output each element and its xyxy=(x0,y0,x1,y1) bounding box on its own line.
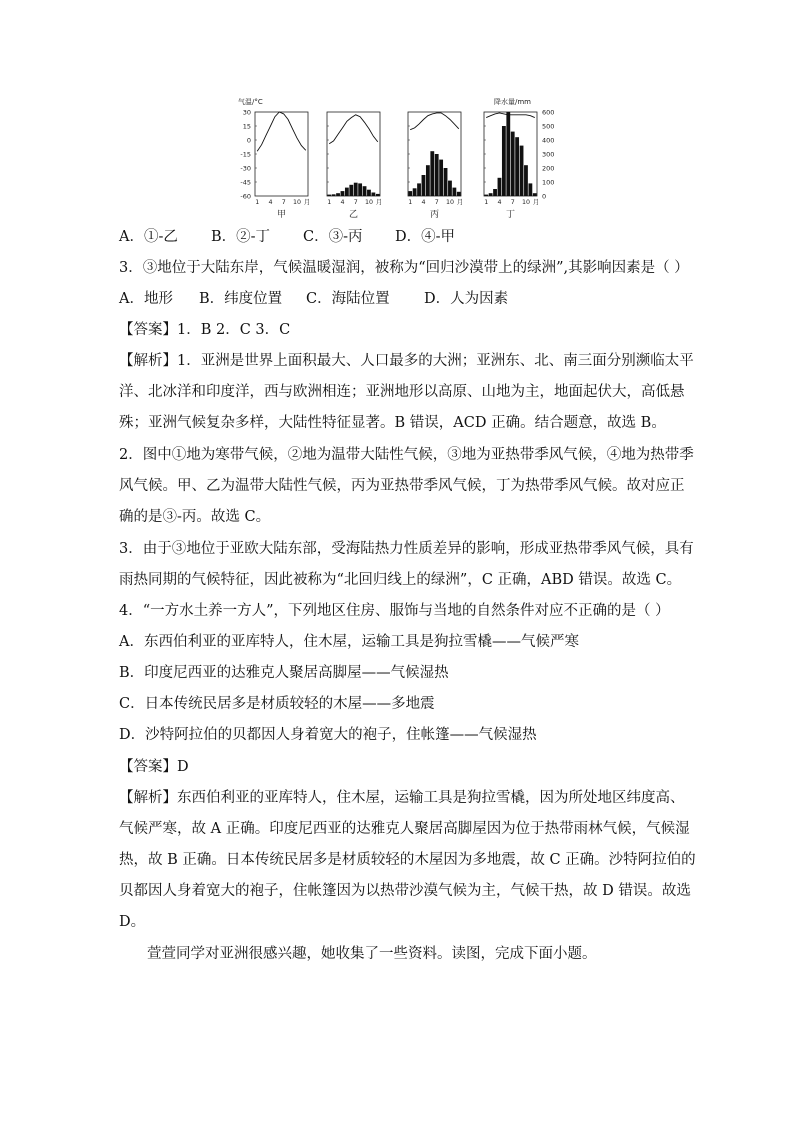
q4-option-c: C．日本传统民居多是材质较轻的木屋——多地震 xyxy=(119,696,435,712)
temp-tick-label: 0 xyxy=(246,136,251,145)
left-axis-label: 气温/°C xyxy=(238,98,263,106)
precip-bar xyxy=(524,165,528,196)
precip-bar xyxy=(417,183,421,196)
precip-bar xyxy=(528,183,532,196)
precip-bar xyxy=(422,175,426,196)
panel-name: 甲 xyxy=(276,210,287,220)
q2-option-a: A．①-乙 xyxy=(119,229,178,245)
panel-frame xyxy=(327,112,380,196)
panel-name: 乙 xyxy=(348,210,359,220)
precip-bar xyxy=(511,132,515,196)
analysis-q4-line4: 贝都因人身着宽大的袍子，住帐篷因为以热带沙漠气候为主，气候干热，故 D 错误。故选 xyxy=(119,883,691,899)
analysis-q3 xyxy=(119,539,694,590)
precip-bar xyxy=(489,193,493,196)
precip-bar xyxy=(430,151,434,196)
analysis-q1-line3: 殊；亚洲气候复杂多样，大陆性特征显著。B 错误，ACD 正确。结合题意，故选 B。 xyxy=(119,415,666,431)
q3-option-d: D．人为因素 xyxy=(424,291,509,307)
climate-charts-svg xyxy=(236,95,555,220)
precip-bar xyxy=(439,160,443,196)
analysis-q4-line3: 热，故 B 正确。日本传统民居多是材质较轻的木屋因为多地震，故 C 正确。沙特阿拉伯的 xyxy=(119,852,696,868)
precip-bar xyxy=(413,188,417,196)
precip-bar xyxy=(349,185,353,196)
answer-q4-text: 【答案】D xyxy=(119,759,189,775)
q2-option-b: B．②-丁 xyxy=(211,229,271,245)
precip-bar xyxy=(533,193,537,196)
analysis-q1-line1: 【解析】1．亚洲是世界上面积最大、人口最多的大洲；亚洲东、北、南三面分别濒临太平 xyxy=(119,353,694,369)
precip-tick-label: 100 xyxy=(542,178,555,187)
answer-q4 xyxy=(119,757,679,777)
temp-tick-label: -15 xyxy=(240,150,251,159)
month-tick-label: 4 xyxy=(497,199,502,206)
precip-tick-label: 300 xyxy=(542,150,555,159)
temp-tick-label: -30 xyxy=(240,164,251,173)
analysis-q4-line5: D。 xyxy=(119,914,146,930)
intro-next-text: 萱萱同学对亚洲很感兴趣，她收集了一些资料。读图，完成下面小题。 xyxy=(147,946,597,962)
q4-option-d: D．沙特阿拉伯的贝都因人身着宽大的袍子，住帐篷——气候湿热 xyxy=(119,727,537,743)
intro-next-group xyxy=(147,944,707,964)
q4-stem-text: 4．“一方水土养一方人”，下列地区住房、服饰与当地的自然条件对应不正确的是（ ） xyxy=(119,603,670,619)
precip-bar xyxy=(435,154,439,196)
q3-option-c: C．海陆位置 xyxy=(306,291,390,307)
precip-bar xyxy=(371,193,375,197)
month-tick-label: 10 xyxy=(364,199,373,206)
temp-tick-label: 30 xyxy=(242,108,251,117)
precip-bar xyxy=(408,191,412,196)
precip-bar xyxy=(376,194,380,196)
analysis-q4 xyxy=(119,788,696,932)
month-tick-label: 10 xyxy=(292,199,301,206)
q3-option-b: B．纬度位置 xyxy=(199,291,283,307)
temp-tick-label: 15 xyxy=(242,122,251,131)
precip-bar xyxy=(448,181,452,196)
temp-tick-label: -60 xyxy=(240,192,251,201)
month-tick-label: 1 xyxy=(484,199,489,206)
precip-bar xyxy=(358,183,362,196)
q2-option-d: D．④-甲 xyxy=(395,229,456,245)
temperature-curve xyxy=(410,113,459,130)
q3-options xyxy=(119,289,679,309)
precip-tick-label: 400 xyxy=(542,136,555,145)
q4-option-b: B．印度尼西亚的达雅克人聚居高脚屋——气候湿热 xyxy=(119,665,449,681)
month-tick-label: 1 xyxy=(327,199,332,206)
q4-option-a: A．东西伯利亚的亚库特人，住木屋，运输工具是狗拉雪橇——气候严寒 xyxy=(119,634,579,650)
precip-bar xyxy=(332,194,336,196)
precip-bar xyxy=(327,195,331,196)
precip-bar xyxy=(520,146,524,196)
month-tick-label: 4 xyxy=(340,199,345,206)
analysis-q2-line3: 确的是③-丙。故选 C。 xyxy=(119,509,271,525)
month-tick-label: 月 xyxy=(375,199,383,206)
analysis-q1-line2: 洋、北冰洋和印度洋，西与欧洲相连；亚洲地形以高原、山地为主，地面起伏大，高低悬 xyxy=(119,384,685,400)
precip-bar xyxy=(345,188,349,196)
answer-q1-3 xyxy=(119,320,679,340)
month-tick-label: 月 xyxy=(456,199,464,206)
panel-name: 丁 xyxy=(505,210,516,220)
precip-bar xyxy=(506,112,510,196)
precip-tick-label: 600 xyxy=(542,108,555,117)
month-tick-label: 1 xyxy=(255,199,260,206)
analysis-q3-line2: 雨热同期的气候特征，因此被称为“北回归线上的绿洲”，C 正确，ABD 错误。故选 C。 xyxy=(119,572,682,588)
precip-bar xyxy=(498,178,502,196)
precip-tick-label: 0 xyxy=(542,192,547,201)
precip-bar xyxy=(444,168,448,196)
precip-bar xyxy=(354,183,358,196)
precip-bar xyxy=(502,126,506,196)
month-tick-label: 月 xyxy=(303,199,311,206)
q4-block xyxy=(119,601,679,745)
temperature-curve xyxy=(486,113,535,118)
right-axis-label: 降水量/mm xyxy=(494,98,531,106)
temperature-curve xyxy=(257,112,306,151)
precip-bar xyxy=(515,137,519,196)
panel-name: 丙 xyxy=(429,210,440,220)
climate-charts-figure xyxy=(236,95,555,220)
q3-stem-text: 3．③地位于大陆东岸，气候温暖湿润，被称为“回归沙漠带上的绿洲”,其影响因素是（ ） xyxy=(119,260,689,276)
month-tick-label: 7 xyxy=(434,199,439,206)
precip-bar xyxy=(341,191,345,196)
month-tick-label: 10 xyxy=(445,199,454,206)
q3-option-a: A．地形 xyxy=(119,291,173,307)
analysis-q4-line2: 气候严寒，故 A 正确。印度尼西亚的达雅克人聚居高脚屋因为位于热带雨林气候，气候湿 xyxy=(119,821,690,837)
month-tick-label: 7 xyxy=(353,199,358,206)
panel-frame xyxy=(255,112,308,196)
month-tick-label: 4 xyxy=(421,199,426,206)
precip-bar xyxy=(452,188,456,196)
analysis-q3-line1: 3．由于③地位于亚欧大陆东部，受海陆热力性质差异的影响，形成亚热带季风气候，具有 xyxy=(119,541,694,557)
analysis-q2-line2: 风气候。甲、乙为温带大陆性气候，丙为亚热带季风气候，丁为热带季风气候。故对应正 xyxy=(119,478,685,494)
analysis-q2-line1: 2．图中①地为寒带气候，②地为温带大陆性气候，③地为亚热带季风气候，④地为热带季 xyxy=(119,447,694,463)
answer-q1-3-text: 【答案】1．B 2．C 3．C xyxy=(119,322,291,338)
q3-stem xyxy=(119,258,689,278)
q2-option-c: C．③-丙 xyxy=(303,229,363,245)
panel-frame xyxy=(408,112,461,196)
precip-bar xyxy=(426,165,430,196)
precip-tick-label: 500 xyxy=(542,122,555,131)
month-tick-label: 7 xyxy=(281,199,286,206)
precip-bar xyxy=(367,190,371,196)
q2-options xyxy=(119,227,679,247)
analysis-q1 xyxy=(119,351,694,433)
analysis-q4-line1: 【解析】东西伯利亚的亚库特人，住木屋，运输工具是狗拉雪橇，因为所处地区纬度高、 xyxy=(119,790,685,806)
temp-tick-label: -45 xyxy=(240,178,251,187)
panel-frame xyxy=(484,112,537,196)
precip-tick-label: 200 xyxy=(542,164,555,173)
precip-bar xyxy=(457,192,461,196)
month-tick-label: 1 xyxy=(408,199,413,206)
precip-bar xyxy=(493,189,497,196)
month-tick-label: 7 xyxy=(510,199,515,206)
month-tick-label: 4 xyxy=(268,199,273,206)
precip-bar xyxy=(484,195,488,196)
precip-bar xyxy=(363,186,367,196)
month-tick-label: 10 xyxy=(521,199,530,206)
temperature-curve xyxy=(329,115,378,144)
month-tick-label: 月 xyxy=(532,199,540,206)
precip-bar xyxy=(336,193,340,196)
analysis-q2 xyxy=(119,445,694,527)
